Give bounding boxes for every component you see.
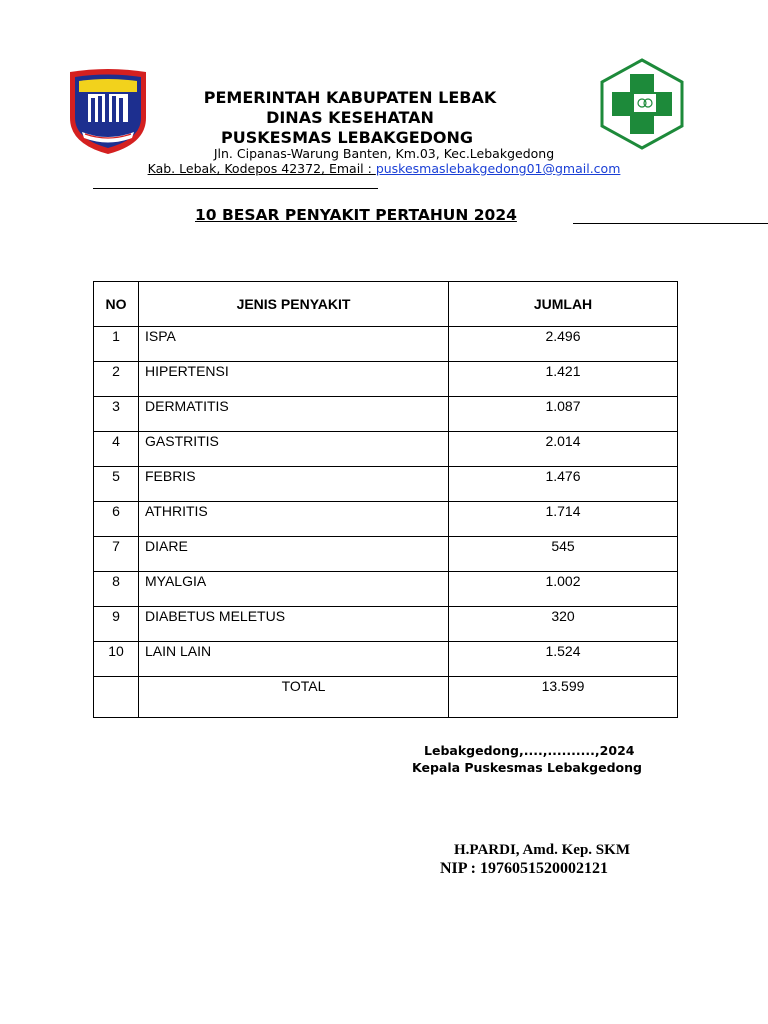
row-no: 9 [94, 607, 139, 642]
table-row [94, 327, 678, 362]
row-count: 1.714 [449, 502, 678, 537]
document-title: 10 BESAR PENYAKIT PERTAHUN 2024 [195, 206, 517, 224]
header-divider [93, 188, 378, 189]
row-disease: ATHRITIS [139, 502, 449, 537]
row-no: 4 [94, 432, 139, 467]
address-line-2 [0, 161, 768, 176]
row-count: 545 [449, 537, 678, 572]
row-disease: DERMATITIS [139, 397, 449, 432]
table-total-row [94, 677, 678, 718]
header-no: NO [94, 282, 139, 327]
row-disease: HIPERTENSI [139, 362, 449, 397]
government-name: PEMERINTAH KABUPATEN LEBAK [203, 88, 497, 107]
row-disease: MYALGIA [139, 572, 449, 607]
row-disease: ISPA [139, 327, 449, 362]
row-no: 8 [94, 572, 139, 607]
row-disease: DIARE [139, 537, 449, 572]
table-row [94, 432, 678, 467]
signature-position: Kepala Puskesmas Lebakgedong [412, 760, 642, 775]
total-value: 13.599 [449, 677, 678, 718]
row-no: 6 [94, 502, 139, 537]
address-line-1: Jln. Cipanas-Warung Banten, Km.03, Kec.Lebakgedong [213, 146, 555, 161]
table-row [94, 502, 678, 537]
total-no-empty [94, 677, 139, 718]
header-count: JUMLAH [449, 282, 678, 327]
row-no: 10 [94, 642, 139, 677]
puskesmas-name: PUSKESMAS LEBAKGEDONG [220, 128, 474, 147]
email-link[interactable]: puskesmaslebakgedong01@gmail.com [375, 161, 621, 176]
row-disease: FEBRIS [139, 467, 449, 502]
title-underline-extension [573, 223, 768, 224]
table-row [94, 572, 678, 607]
row-no: 7 [94, 537, 139, 572]
table-row [94, 362, 678, 397]
row-disease: GASTRITIS [139, 432, 449, 467]
row-count: 1.524 [449, 642, 678, 677]
table-row [94, 607, 678, 642]
table-row [94, 642, 678, 677]
signatory-name: H.PARDI, Amd. Kep. SKM [454, 842, 630, 858]
row-no: 1 [94, 327, 139, 362]
disease-table [93, 281, 678, 718]
table-row [94, 397, 678, 432]
signatory-nip: NIP : 1976051520002121 [440, 860, 608, 877]
row-count: 1.002 [449, 572, 678, 607]
department-name: DINAS KESEHATAN [266, 108, 434, 127]
row-count: 1.421 [449, 362, 678, 397]
row-count: 320 [449, 607, 678, 642]
table-row [94, 467, 678, 502]
row-no: 5 [94, 467, 139, 502]
table-header-row [94, 282, 678, 327]
row-count: 1.087 [449, 397, 678, 432]
row-disease: LAIN LAIN [139, 642, 449, 677]
row-no: 3 [94, 397, 139, 432]
table-row [94, 537, 678, 572]
signature-date: Lebakgedong,....,..........,2024 [424, 743, 635, 758]
address-text: Kab. Lebak, Kodepos 42372, Email : [147, 161, 376, 176]
header-disease: JENIS PENYAKIT [139, 282, 449, 327]
total-label: TOTAL [139, 677, 449, 718]
row-count: 2.496 [449, 327, 678, 362]
row-count: 2.014 [449, 432, 678, 467]
row-no: 2 [94, 362, 139, 397]
row-disease: DIABETUS MELETUS [139, 607, 449, 642]
row-count: 1.476 [449, 467, 678, 502]
